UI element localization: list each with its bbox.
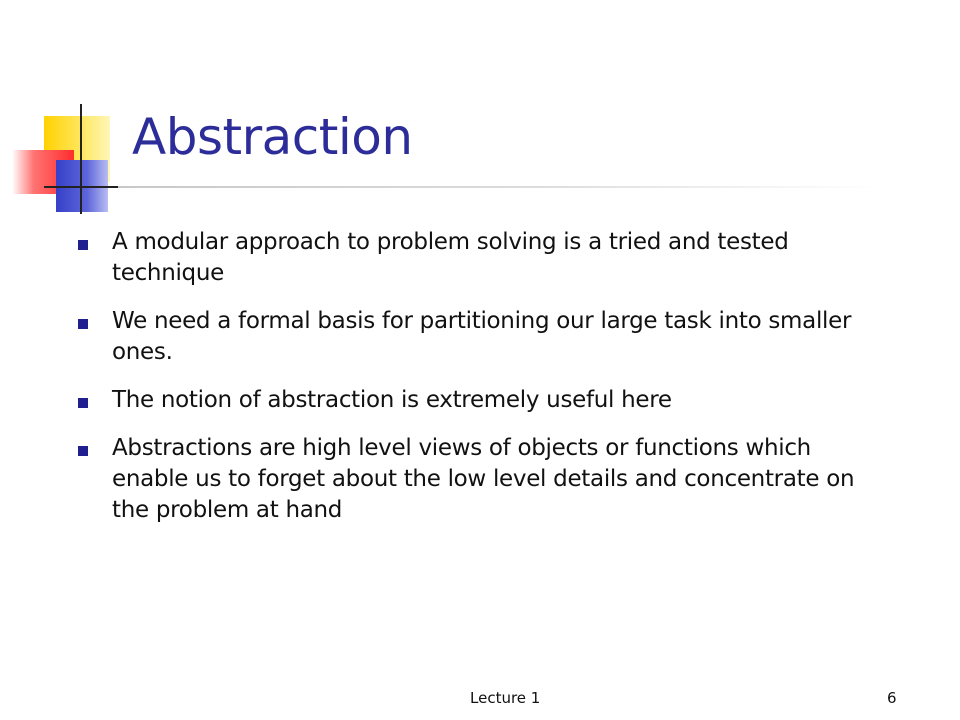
bullet-item	[78, 306, 878, 368]
square-bullet-icon	[78, 240, 88, 250]
slide-title: Abstraction	[132, 108, 413, 166]
vertical-line-decoration	[80, 104, 82, 214]
bullet-item	[78, 227, 878, 289]
bullet-text: We need a formal basis for partitioning our large task into smaller ones.	[112, 308, 852, 365]
bullet-text: The notion of abstraction is extremely useful here	[112, 387, 672, 413]
bullet-text: Abstractions are high level views of objects or functions which enable us to forget about the low level details and concentrate on the problem at hand	[112, 435, 855, 523]
bullet-item	[78, 385, 878, 416]
footer-label: Lecture 1	[470, 689, 541, 707]
title-decoration	[0, 0, 140, 230]
bullet-list	[78, 227, 878, 543]
square-bullet-icon	[78, 319, 88, 329]
square-bullet-icon	[78, 398, 88, 408]
page-number: 6	[887, 689, 897, 707]
title-underline	[118, 186, 878, 188]
bullet-item	[78, 433, 878, 526]
bullet-text: A modular approach to problem solving is a tried and tested technique	[112, 229, 789, 286]
square-bullet-icon	[78, 446, 88, 456]
